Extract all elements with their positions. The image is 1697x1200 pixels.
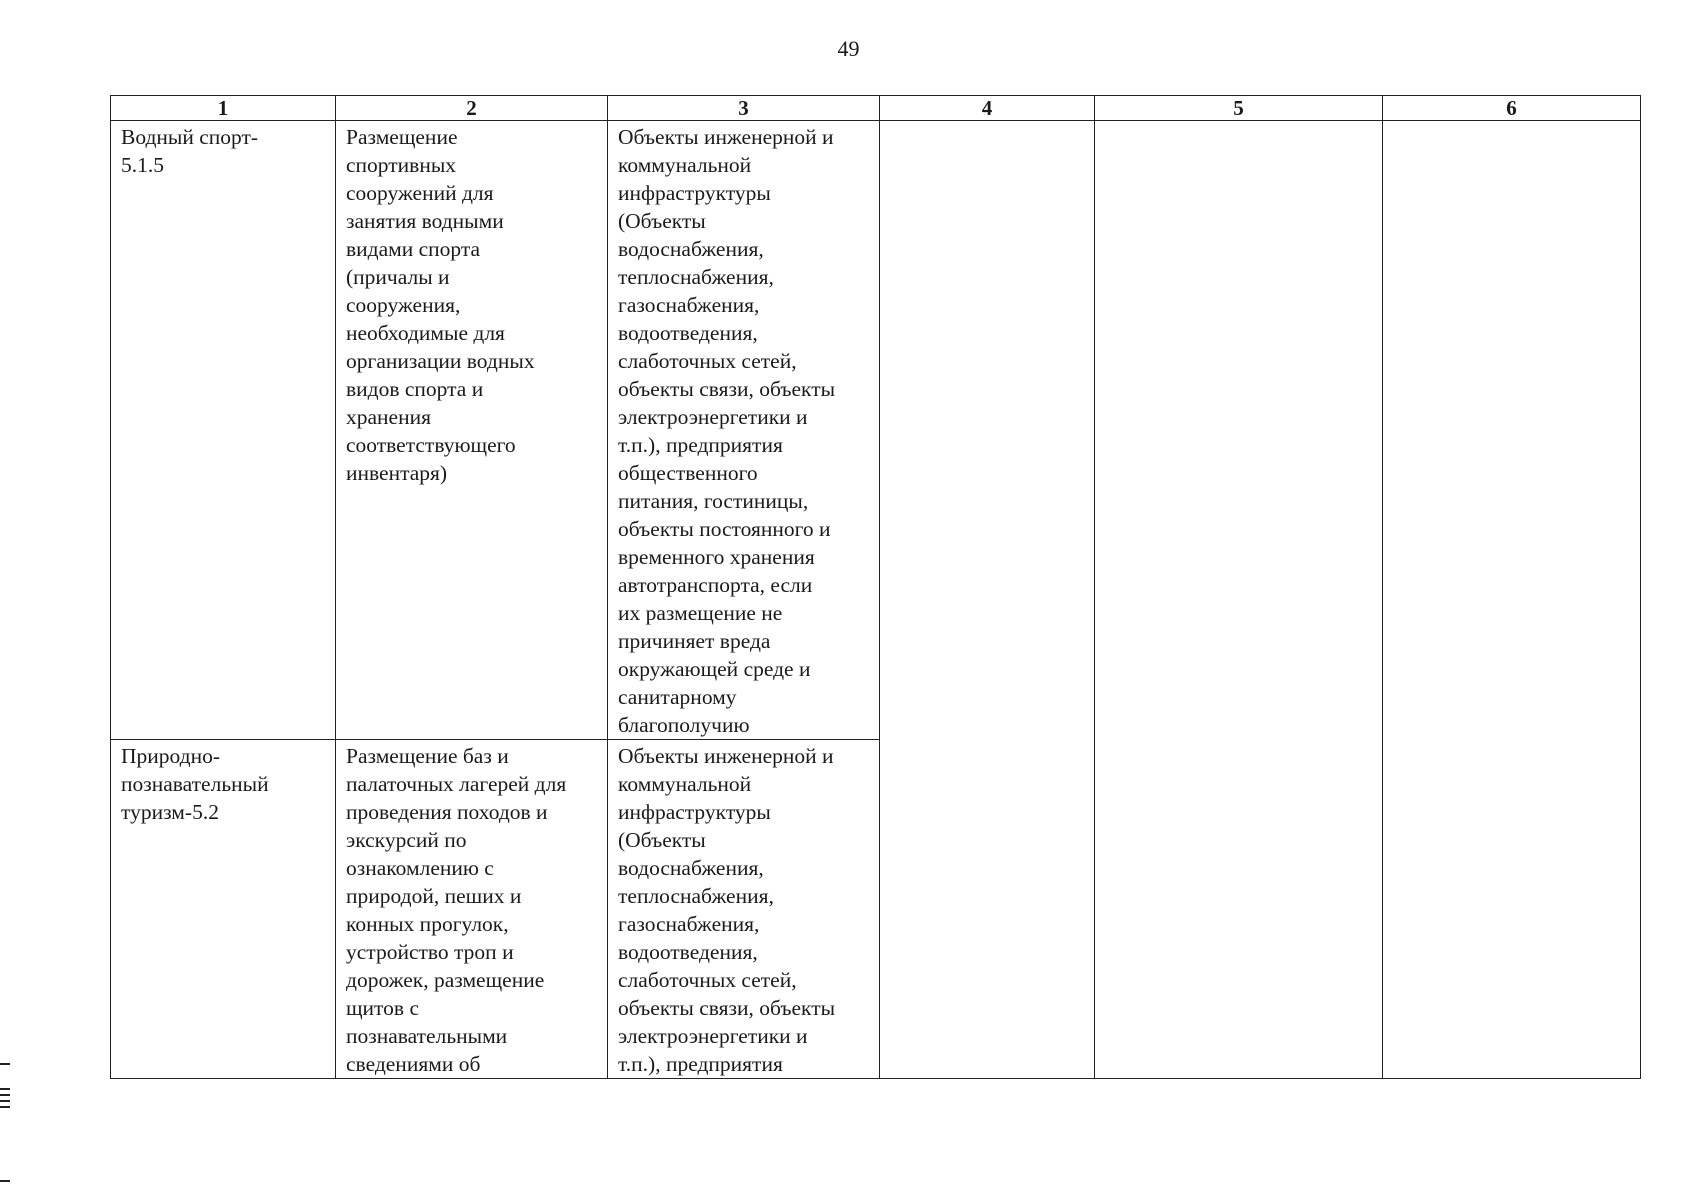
auxiliary-objects-cell	[608, 740, 880, 1079]
table-row	[111, 121, 1641, 740]
table-header-row	[111, 96, 1641, 121]
use-description-cell	[336, 121, 608, 740]
margin-scan-mark	[0, 1100, 10, 1102]
margin-scan-mark	[0, 1094, 10, 1096]
use-description-text: Размещение баз и палаточных лагерей для проведения походов и экскурсий по ознакомлению с природой, пеших и конных прогулок, устройство троп и дорожек, размещение щитов с познавательными сведениями об	[346, 744, 567, 1076]
column-header-1: 1	[111, 96, 336, 121]
page-number: 49	[837, 36, 860, 61]
column-header-3: 3	[608, 96, 880, 121]
margin-scan-mark	[0, 1088, 10, 1090]
column-header-6: 6	[1383, 96, 1641, 121]
column-header-4: 4	[880, 96, 1095, 121]
use-type-cell	[111, 121, 336, 740]
use-type-text: Природно- познавательный туризм-5.2	[121, 744, 269, 824]
margin-scan-mark	[0, 1180, 10, 1182]
use-type-cell	[111, 740, 336, 1079]
column-5-cell	[1095, 121, 1383, 1079]
use-description-text: Размещение спортивных сооружений для занятия водными видами спорта (причалы и сооружения, необходимые для организации водных видов спорта и хранения соответствующего инвентаря)	[346, 125, 535, 485]
margin-scan-mark	[0, 1106, 10, 1108]
column-4-cell	[880, 121, 1095, 1079]
auxiliary-objects-text: Объекты инженерной и коммунальной инфраструктуры (Объекты водоснабжения, теплоснабжения, газоснабжения, водоотведения, слаботочных сетей, объекты связи, объекты электроэнергетики и т.п.), предприятия	[618, 744, 836, 1076]
land-use-table	[110, 95, 1641, 1079]
margin-scan-mark	[0, 1063, 10, 1065]
use-description-cell	[336, 740, 608, 1079]
use-type-text: Водный спорт- 5.1.5	[121, 125, 259, 177]
column-header-2: 2	[336, 96, 608, 121]
auxiliary-objects-cell	[608, 121, 880, 740]
column-header-5: 5	[1095, 96, 1383, 121]
column-6-cell	[1383, 121, 1641, 1079]
auxiliary-objects-text: Объекты инженерной и коммунальной инфраструктуры (Объекты водоснабжения, теплоснабжения, газоснабжения, водоотведения, слаботочных сетей, объекты связи, объекты электроэнергетики и т.п.), предприятия общественного питания, гостиницы, объекты постоянного и временного хранения автотранспорта, если их размещение не причиняет вреда окружающей среде и санитарному благополучию	[618, 125, 836, 737]
